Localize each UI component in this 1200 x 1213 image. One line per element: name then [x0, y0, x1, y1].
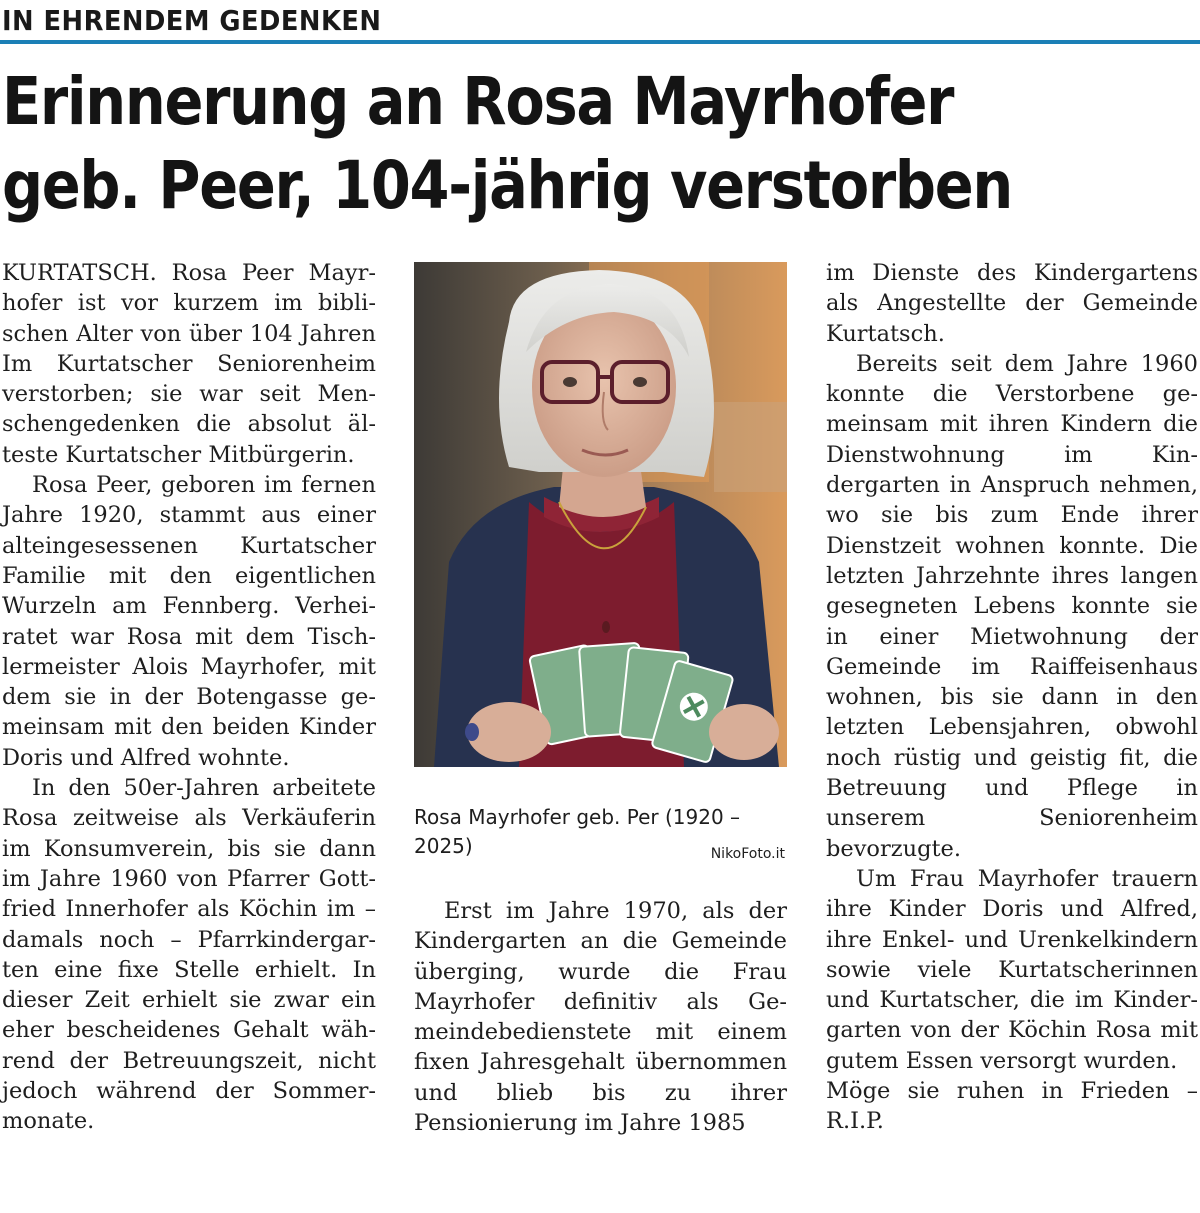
paragraph-intro: KURTATSCH. Rosa Peer Mayrhofer ist vor kurzem im biblischen Alter von über 104 Jahren Im Kurtatscher Seniorenheim verstorben; sie war seit Menschengedenken die absolut älteste Kurtatscher Mitbürgerin. [2, 260, 376, 468]
article-column-1 [2, 258, 376, 1137]
article-column-2 [414, 896, 787, 1138]
paragraph-residence: Bereits seit dem Jahre 1960 konnte die Verstorbene gemeinsam mit ihren Kindern die Dienstwohnung im Kindergarten in Anspruch nehmen, wo sie bis zum Ende ihrer Dienstzeit wohnen konnte. Die letzten Jahrzehnte ihres langen gesegneten Lebens konnte sie in einer Mietwohnung der Gemeinde im Raiffeisenhaus wohnen, bis sie dann in den letzten Lebensjahren, obwohl noch rüstig und geistig fit, die Betreuung und Pflege in unserem Seniorenheim bevorzugte. [826, 350, 1198, 862]
paragraph-career: In den 50er-Jahren arbeitete Rosa zeitweise als Verkäuferin im Konsumverein, bis sie dann im Jahre 1960 von Pfarrer Gottfried Innerhofer als Köchin im – damals noch – Pfarrkindergarten eine fixe Stelle erhielt. In dieser Zeit erhielt sie zwar ein eher bescheidenes Gehalt während der Betreuungszeit, nicht jedoch während der Sommermonate. [2, 775, 376, 1135]
paragraph-biography: Rosa Peer, geboren im fernen Jahre 1920, stammt aus einer alteingesessenen Kurtatscher Familie mit den eigentlichen Wurzeln am Fennberg. Verheiratet war Rosa mit dem Tischlermeister Alois Mayrhofer, mit dem sie in der Botengasse gemeinsam mit den beiden Kinder Doris und Alfred wohnte. [2, 472, 376, 771]
photo-credit: NikoFoto.it [710, 846, 785, 862]
section-rule [0, 40, 1200, 44]
portrait-photo [414, 262, 787, 767]
photo-caption [414, 803, 787, 861]
article-column-3 [826, 258, 1198, 1137]
paragraph-continuation: im Dienste des Kindergartens als Angestellte der Gemeinde Kurtatsch. [826, 260, 1198, 347]
paragraph-mourners: Um Frau Mayrhofer trauern ihre Kinder Doris und Alfred, ihre Enkel- und Urenkelkindern sowie viele Kurtatscherinnen und Kurtatscher, die im Kindergarten von der Köchin Rosa mit gutem Essen versorgt wurden. [826, 865, 1198, 1074]
caption-text: Rosa Mayrhofer geb. Per (1920 – 2025) [414, 805, 741, 858]
paragraph-municipality: Erst im Jahre 1970, als der Kindergarten an die Gemeinde überging, wurde die Frau Mayrhofer definitiv als Gemeindebedienstete mit einem fixen Jahresgehalt übernommen und blieb bis zu ihrer Pensionierung im Jahre 1985 [414, 898, 787, 1137]
headline [2, 60, 1043, 228]
paragraph-rip: Möge sie ruhen in Frieden – R.I.P. [826, 1078, 1198, 1135]
headline-line-2: geb. Peer, 104-jährig verstorben [2, 147, 1012, 224]
section-kicker: IN EHRENDEM GEDENKEN [2, 4, 382, 37]
headline-line-1: Erinnerung an Rosa Mayrhofer [2, 63, 954, 140]
